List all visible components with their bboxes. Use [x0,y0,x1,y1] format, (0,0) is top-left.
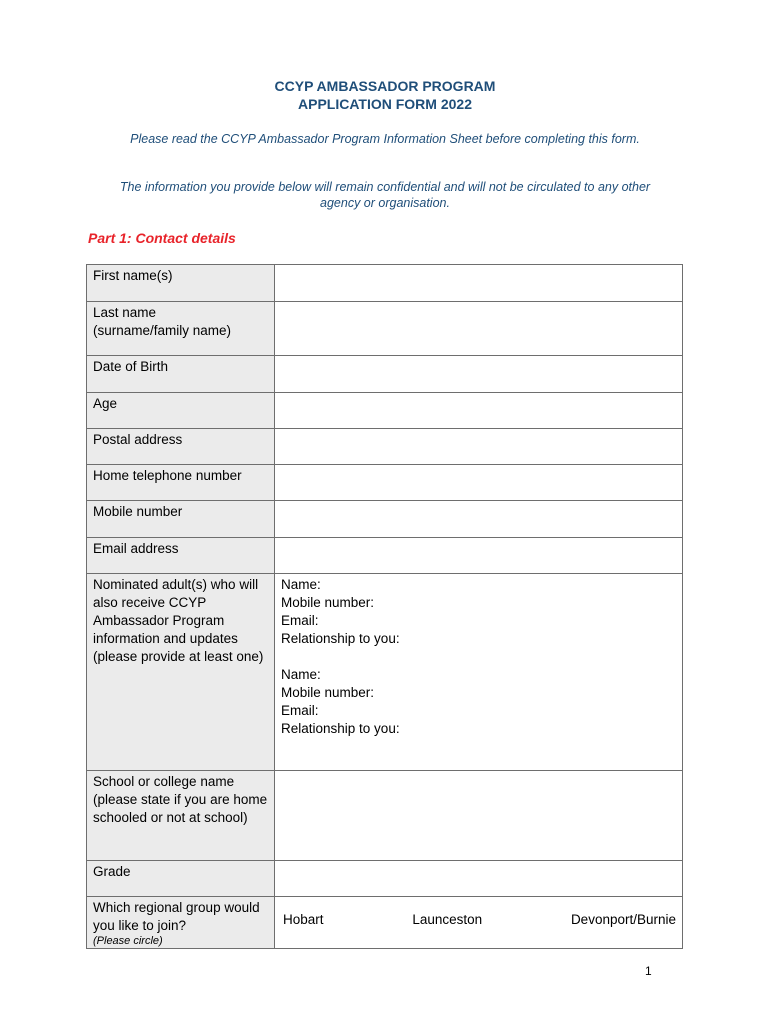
age-field[interactable] [275,393,683,429]
first-name-label: First name(s) [87,265,275,302]
contact-details-table [86,264,683,949]
form-title-line2: APPLICATION FORM 2022 [298,96,472,112]
last-name-label [87,302,275,356]
nominee2-name: Name: [281,667,321,682]
region-option-launceston[interactable]: Launceston [412,912,483,927]
home-telephone-field[interactable] [275,465,683,501]
regional-group-question: Which regional group would you like to join? [93,900,260,933]
region-option-devonport-burnie[interactable]: Devonport/Burnie [570,912,676,927]
nominated-adults-label: Nominated adult(s) who will also receive CCYP Ambassador Program information and updates (please provide at least one) [87,574,275,771]
nominee1-name: Name: [281,577,321,592]
regional-group-options [275,897,683,949]
form-title-line1: CCYP AMBASSADOR PROGRAM [274,78,496,94]
home-telephone-label: Home telephone number [87,465,275,501]
last-name-field[interactable] [275,302,683,356]
school-field[interactable] [275,771,683,861]
grade-field[interactable] [275,861,683,897]
mobile-number-label: Mobile number [87,501,275,538]
dob-label: Date of Birth [87,356,275,393]
region-option-hobart[interactable]: Hobart [283,912,324,927]
info-sheet-note: Please read the CCYP Ambassador Program Information Sheet before completing this form. [130,132,640,146]
dob-field[interactable] [275,356,683,393]
nominee2-email: Email: [281,703,319,718]
regional-group-instruction: (Please circle) [93,935,163,947]
postal-address-field[interactable] [275,429,683,465]
nominee2-relationship: Relationship to you: [281,721,400,736]
confidentiality-note: The information you provide below will remain confidential and will not be circulated to any other agency or organisation. [119,180,651,210]
last-name-label-line2: (surname/family name) [93,323,232,338]
nominee2-mobile: Mobile number: [281,685,375,700]
email-address-field[interactable] [275,538,683,574]
nominee1-email: Email: [281,613,319,628]
grade-label: Grade [87,861,275,897]
nominee1-relationship: Relationship to you: [281,631,400,646]
regional-group-label [87,897,275,949]
nominee1-mobile: Mobile number: [281,595,375,610]
school-label: School or college name (please state if you are home schooled or not at school) [87,771,275,861]
nominated-adults-field[interactable] [275,574,683,771]
last-name-label-line1: Last name [93,305,157,320]
part1-heading: Part 1: Contact details [88,230,236,246]
email-address-label: Email address [87,538,275,574]
page-number: 1 [645,964,652,978]
postal-address-label: Postal address [87,429,275,465]
mobile-number-field[interactable] [275,501,683,538]
first-name-field[interactable] [275,265,683,302]
age-label: Age [87,393,275,429]
